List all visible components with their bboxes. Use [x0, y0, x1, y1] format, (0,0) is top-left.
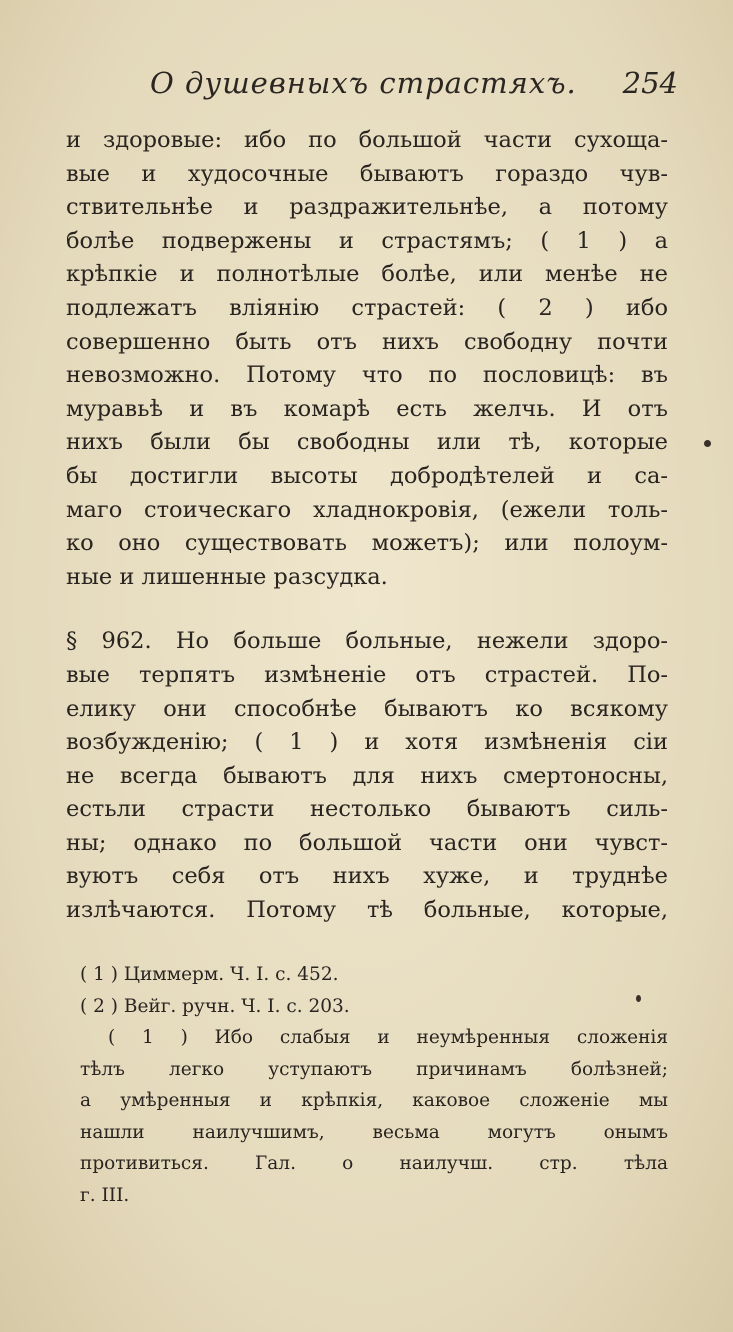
text-line: муравьѣ и въ комарѣ есть желчь. И отъ: [66, 395, 668, 422]
text-line: не всегда бываютъ для нихъ смертоносны,: [66, 762, 668, 789]
ink-speck: [704, 440, 711, 447]
footnote-line: а умѣренныя и крѣпкія, каковое сложеніе мы: [80, 1090, 668, 1111]
running-title: О душевныхъ страстяхъ.: [150, 66, 577, 100]
text-line: вые и худосочные бываютъ гораздо чув-: [66, 160, 668, 187]
text-line: невозможно. Потому что по пословицѣ: въ: [66, 362, 668, 389]
footnote-line: нашли наилучшимъ, весьма могутъ онымъ: [80, 1121, 668, 1143]
text-line: нихъ были бы свободны или тѣ, которые: [66, 429, 668, 456]
text-line: вуютъ себя отъ нихъ хуже, и труднѣе: [66, 863, 668, 890]
text-line: елику они способнѣе бываютъ ко всякому: [66, 695, 668, 722]
text-line: подлежатъ вліянію страстей: ( 2 ) ибо: [66, 294, 668, 321]
ink-speck: [636, 995, 641, 1002]
paragraph-2: [66, 625, 668, 927]
text-line: возбужденію; ( 1 ) и хотя измѣненія сіи: [66, 729, 668, 756]
text-line: естьли страсти нестолько бываютъ силь-: [66, 796, 668, 823]
text-line: ко оно существовать можетъ); или полоум-: [66, 530, 668, 557]
text-line: ствительнѣе и раздражительнѣе, а потому: [66, 194, 668, 221]
text-line: маго стоическаго хладнокровія, (ежели толь-: [66, 496, 668, 523]
footnote: ( 1 ) Циммерм. Ч. I. с. 452.: [80, 964, 339, 985]
footnote: ( 1 ) Ибо слабыя и неумѣренныя сложенія: [108, 1027, 668, 1048]
text-line: болѣе подвержены и страстямъ; ( 1 ) а: [66, 227, 668, 254]
text-line: и здоровые: ибо по большой части сухоща-: [66, 127, 668, 153]
text-line: крѣпкіе и полнотѣлые болѣе, или менѣе не: [66, 261, 668, 288]
text-line: бы достигли высоты добродѣтелей и са-: [66, 462, 668, 489]
main-text: [66, 124, 668, 928]
footnote-line: г. III.: [80, 1184, 130, 1206]
text-line: совершенно быть отъ нихъ свободну почти: [66, 328, 668, 355]
footnote: ( 2 ) Вейг. ручн. Ч. I. с. 203.: [80, 995, 350, 1017]
page-header: [60, 66, 678, 116]
text-line: вые терпятъ измѣненіе отъ страстей. По-: [66, 661, 668, 688]
footnotes: [80, 959, 668, 1211]
text-line: излѣчаются. Потому тѣ больные, которые,: [66, 897, 668, 924]
paragraph-1: [66, 124, 668, 594]
footnote-line: тѣлъ легко уступаютъ причинамъ болѣзней;: [80, 1058, 668, 1080]
page-number: 254: [622, 66, 678, 100]
text-line: ные и лишенные разсудка.: [66, 563, 388, 590]
text-line: § 962. Но больше больные, нежели здоро-: [66, 628, 668, 655]
text-line: ны; однако по большой части они чувст-: [66, 829, 668, 856]
footnote-line: противиться. Гал. о наилучш. стр. тѣла: [80, 1153, 668, 1174]
